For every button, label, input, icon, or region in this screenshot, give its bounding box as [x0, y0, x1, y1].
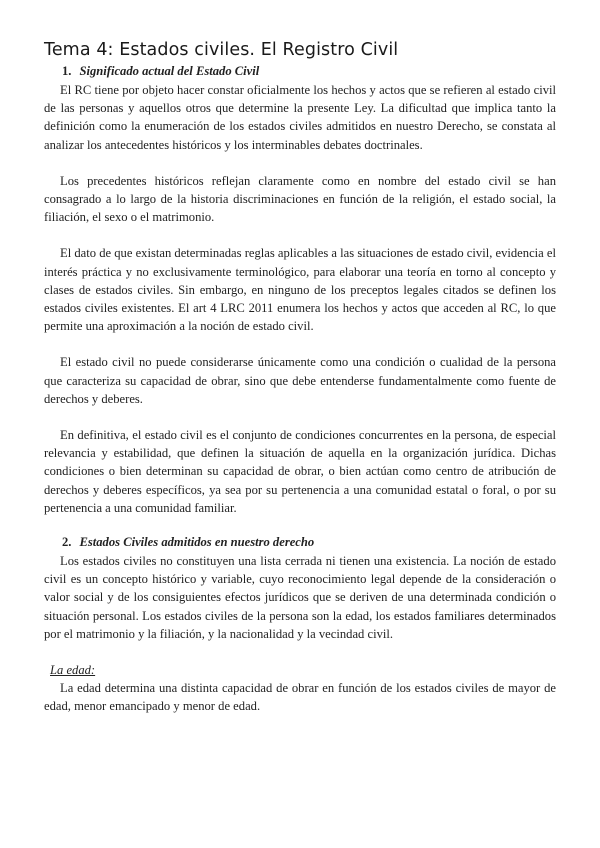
- section-1-paragraph-1: El RC tiene por objeto hacer constar oficialmente los hechos y actos que se refieren al estado civil de las personas y aquellos otros que determine la presente Ley. La dificultad que implica tanto la definición como la enumeración de los estados civiles admitidos en nuestro Derecho, se constata al analizar los antecedentes históricos y los interminables debates doctrinales.: [44, 83, 556, 152]
- section-1-heading-text: Significado actual del Estado Civil: [79, 64, 260, 78]
- section-1-number: 1.: [62, 64, 72, 78]
- section-2-paragraph-1: Los estados civiles no constituyen una lista cerrada ni tienen una existencia. La noción de estado civil es un concepto histórico y variable, cuyo reconocimiento legal depende de la consideración o valor social y de los consiguientes efectos jurídicos que se deriven de una determinada condición o situación personal. Los estados civiles de la persona son la edad, los estados familiares determinados por el matrimonio y la filiación, y la nacionalidad y la vecindad civil.: [44, 554, 556, 641]
- section-1-paragraph-3: El dato de que existan determinadas reglas aplicables a las situaciones de estado civil, evidencia el interés práctica y no exclusivamente terminológico, para elaborar una teoría en torno al concepto y clases de estados civiles. Sin embargo, en ninguno de los preceptos legales citados se definen los estados civiles existentes. El art 4 LRC 2011 enumera los hechos y actos que acceden al RC, lo que permite una aproximación a la noción de estado civil.: [44, 246, 556, 334]
- section-1-paragraph-5: En definitiva, el estado civil es el conjunto de condiciones concurrentes en la persona, de especial relevancia y estabilidad, que definen la situación de aquella en la organización jurídica. Dichas condiciones o bien determinan su capacidad de obrar, o bien actúan como centro de atribución de derechos y deberes específicos, ya sea por su pertenencia a una comunidad estatal o foral, o por su pertenencia a una comunidad familiar.: [44, 428, 556, 515]
- section-2-heading-text: Estados Civiles admitidos en nuestro derecho: [79, 535, 315, 550]
- subsection-edad-heading: La edad:: [50, 663, 96, 678]
- section-1-paragraph-2: Los precedentes históricos reflejan claramente como en nombre del estado civil se han consagrado a lo largo de la historia discriminaciones en función de la religión, el estado social, la filiación, el sexo o el matrimonio.: [44, 173, 556, 225]
- section-1-paragraph-4: El estado civil no puede considerarse únicamente como una condición o cualidad de la persona que caracteriza su capacidad de obrar, sino que debe entenderse fundamentalmente como fuente de derechos y deberes.: [44, 355, 556, 406]
- subsection-edad-paragraph: La edad determina una distinta capacidad de obrar en función de los estados civiles de mayor de edad, menor emancipado y menor de edad.: [44, 681, 556, 714]
- section-2-heading: [44, 535, 556, 550]
- section-2-number: 2.: [62, 535, 72, 550]
- section-1-heading: [44, 64, 556, 79]
- document-title: Tema 4: Estados civiles. El Registro Civil: [44, 40, 399, 60]
